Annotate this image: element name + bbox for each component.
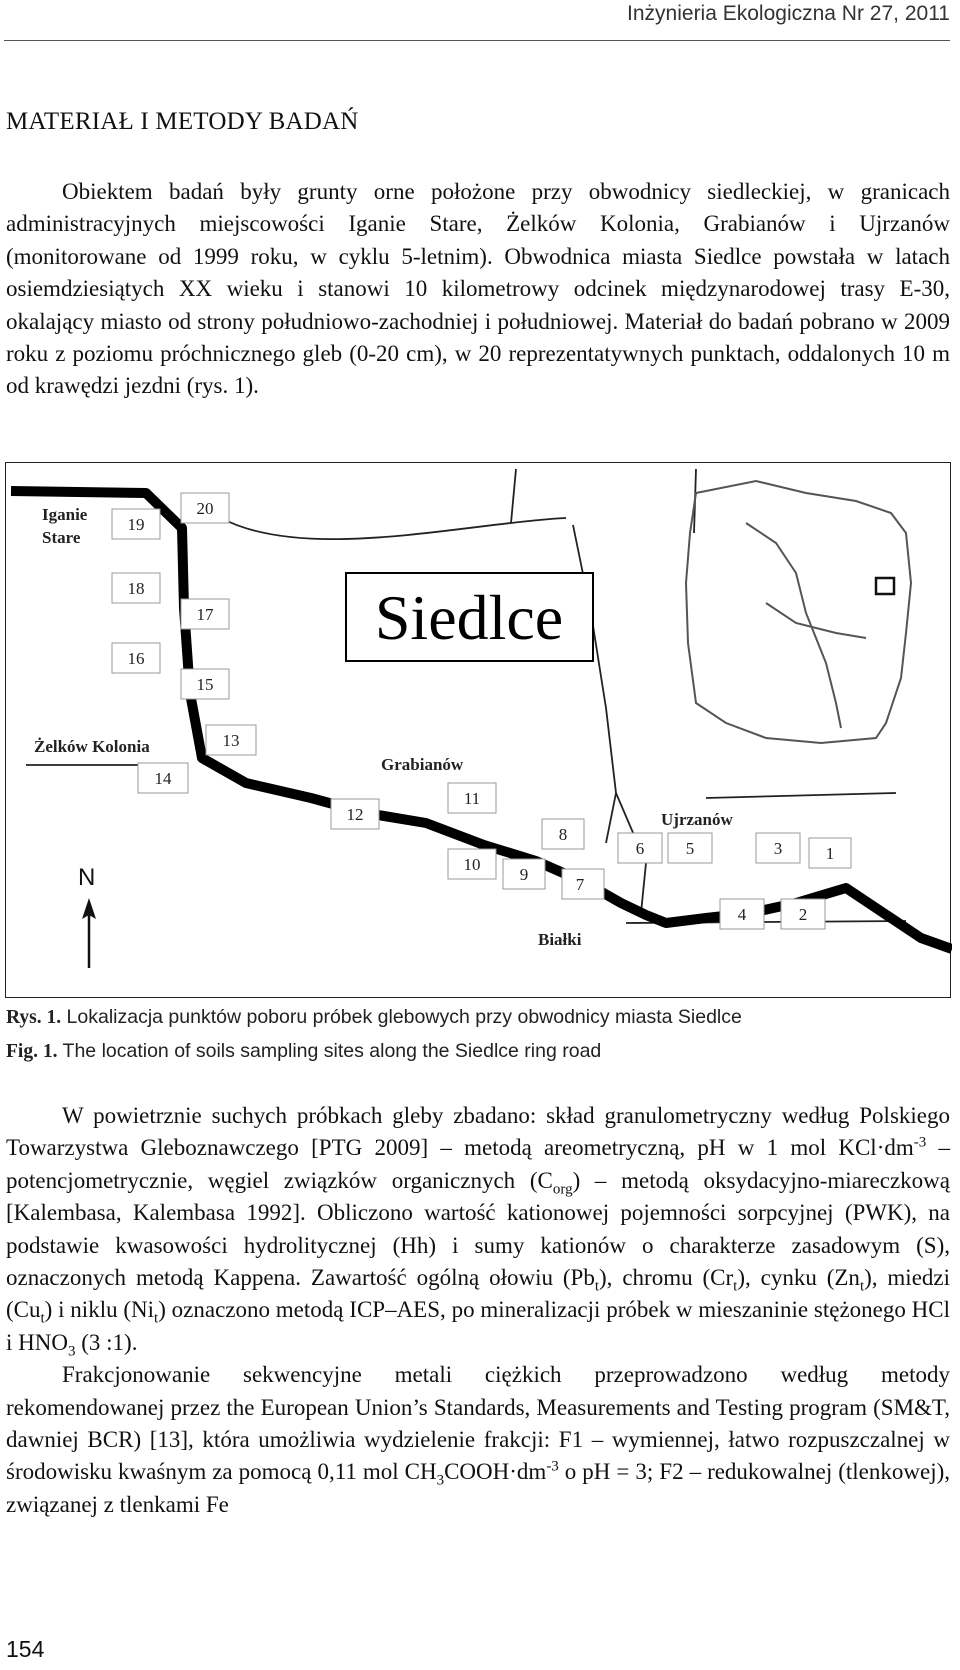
- caption-en-label: Fig. 1.: [6, 1041, 58, 1062]
- paragraph-intro: [6, 176, 950, 403]
- caption-pl-label: Rys. 1.: [6, 1007, 62, 1028]
- paragraph-methods: [6, 1100, 950, 1521]
- poland-inset-map: [686, 481, 911, 743]
- svg-text:4: 4: [737, 905, 747, 924]
- section-title: MATERIAŁ I METODY BADAŃ: [6, 108, 359, 135]
- svg-text:18: 18: [127, 579, 145, 598]
- sample-point-4: [720, 899, 764, 929]
- svg-text:6: 6: [635, 839, 645, 858]
- place-bialki: Białki: [538, 930, 582, 949]
- sample-point-17: [181, 599, 229, 629]
- figure-map: [5, 462, 951, 998]
- journal-header: Inżynieria Ekologiczna Nr 27, 2011: [627, 2, 950, 25]
- sample-point-13: [206, 725, 256, 755]
- sample-point-2: [781, 899, 825, 929]
- river-line: [766, 603, 866, 638]
- sample-point-9: [503, 859, 545, 889]
- svg-text:3: 3: [773, 839, 783, 858]
- sample-point-14: [138, 763, 188, 793]
- sample-point-19: [112, 509, 160, 539]
- sample-point-6: [618, 833, 662, 863]
- svg-text:20: 20: [196, 499, 214, 518]
- svg-text:8: 8: [558, 825, 568, 844]
- place-ujrzanow: Ujrzanów: [661, 810, 733, 829]
- svg-text:11: 11: [463, 789, 481, 808]
- caption-pl: [6, 1006, 742, 1029]
- sample-point-8: [542, 819, 584, 849]
- road-line: [706, 793, 896, 798]
- sample-point-1: [809, 838, 851, 868]
- ring-road: [11, 491, 952, 949]
- svg-text:2: 2: [798, 905, 808, 924]
- svg-text:1: 1: [825, 844, 835, 863]
- svg-text:15: 15: [196, 675, 214, 694]
- sample-point-18: [112, 573, 160, 603]
- sample-point-16: [112, 643, 160, 673]
- svg-text:16: 16: [127, 649, 145, 668]
- sample-point-7: [562, 869, 604, 899]
- svg-text:7: 7: [575, 875, 585, 894]
- svg-text:17: 17: [196, 605, 214, 624]
- sample-point-12: [331, 799, 379, 829]
- place-iganie: Iganie: [42, 505, 88, 524]
- caption-en-text: The location of soils sampling sites along the Siedlce ring road: [62, 1040, 602, 1062]
- place-grabianow: Grabianów: [381, 755, 464, 774]
- header-rule: [4, 40, 950, 41]
- place-stare: Stare: [42, 528, 81, 547]
- inset-location-box: [876, 578, 894, 594]
- sample-point-20: [181, 493, 229, 523]
- svg-text:12: 12: [346, 805, 364, 824]
- poland-outline: [686, 481, 911, 743]
- sample-point-11: [448, 783, 496, 813]
- caption-en: [6, 1040, 601, 1063]
- svg-text:14: 14: [154, 769, 172, 788]
- paragraph-intro-text: Obiektem badań były grunty orne położone przy obwodnicy siedleckiej, w granicach administracyjnych miejscowości Iganie Stare, Żelków Kolonia, Grabianów i Ujrzanów (monitorowane od 1999 roku, w cyklu 5-letnim). Obwodnica miasta Siedlce powstała w latach osiemdziesiątych XX wieku i stanowi 10 kilometrowy odcinek międzynarodowej trasy E-30, okalający miasto od strony południowo-zachodniej i południowej. Materiał do badań pobrano w 2009 roku z poziomu próchnicznego gleb (0-20 cm), w 20 reprezentatywnych punktach, oddalonych 10 m od krawędzi jezdni (rys. 1).: [6, 179, 950, 399]
- svg-text:10: 10: [463, 855, 481, 874]
- paragraph-fractionation-text: Frakcjonowanie sekwencyjne metali ciężkich przeprowadzono według metody rekomendowanej przez the European Union’s Standards, Measurements and Testing program (SM&T, dawniej BCR) [13], która umożliwia wydzielenie frakcji: F1 – wymiennej, łatwo rozpuszczalnej w środowisku kwaśnym za pomocą 0,11 mol $CH_3COOH\cdot dm^{-3}$ o pH = 3; F2 – redukowalnej (tlenkowej), związanej z tlenkami Fe: [6, 1362, 951, 1517]
- paragraph-methods-text: W powietrznie suchych próbkach gleby zbadano: skład granulometryczny według Polskiego Towarzystwa Gleboznawczego [PTG 2009] – metodą areometryczną, pH w 1 mol $KCl\cdot dm^{-3}$ – potencjometrycznie, węgiel związków organicznych $(C_{org})$ – metodą oksydacyjno-miareczkową [Kalembasa, Kalembasa 1992]. Obliczono wartość kationowej pojemności sorpcyjnej (PWK), na podstawie kwasowości hydrolitycznej (Hh) i sumy kationów o charakterze zasadowym (S), oznaczonych metodą Kappena. Zawartość ogólną ołowiu $(Pb_t)$, chromu $(Cr_t)$, cynku $(Zn_t)$, miedzi $(Cu_t)$ i niklu $(Ni_t)$ oznaczono metodą ICP–AES, po mineralizacji próbek w mieszaninie stężonego HCl i $HNO_3$ (3 :1).: [6, 1103, 951, 1360]
- road-line: [511, 469, 516, 523]
- svg-text:19: 19: [127, 515, 145, 534]
- river-line: [746, 523, 841, 728]
- caption-pl-text: Lokalizacja punktów poboru próbek glebowych przy obwodnicy miasta Siedlce: [66, 1006, 742, 1028]
- svg-text:5: 5: [685, 839, 695, 858]
- page-number: 154: [6, 1636, 45, 1662]
- place-zelkow-kolonia: Żelków Kolonia: [34, 737, 150, 756]
- svg-text:13: 13: [222, 731, 240, 750]
- sample-point-10: [448, 849, 496, 879]
- sample-point-3: [756, 833, 800, 863]
- map-svg: [6, 463, 952, 999]
- sample-point-15: [181, 669, 229, 699]
- road-line: [221, 518, 566, 539]
- sample-point-5: [668, 833, 712, 863]
- north-label: N: [78, 864, 96, 891]
- svg-text:9: 9: [519, 865, 529, 884]
- sample-points: [112, 493, 851, 929]
- city-label: Siedlce: [374, 582, 564, 653]
